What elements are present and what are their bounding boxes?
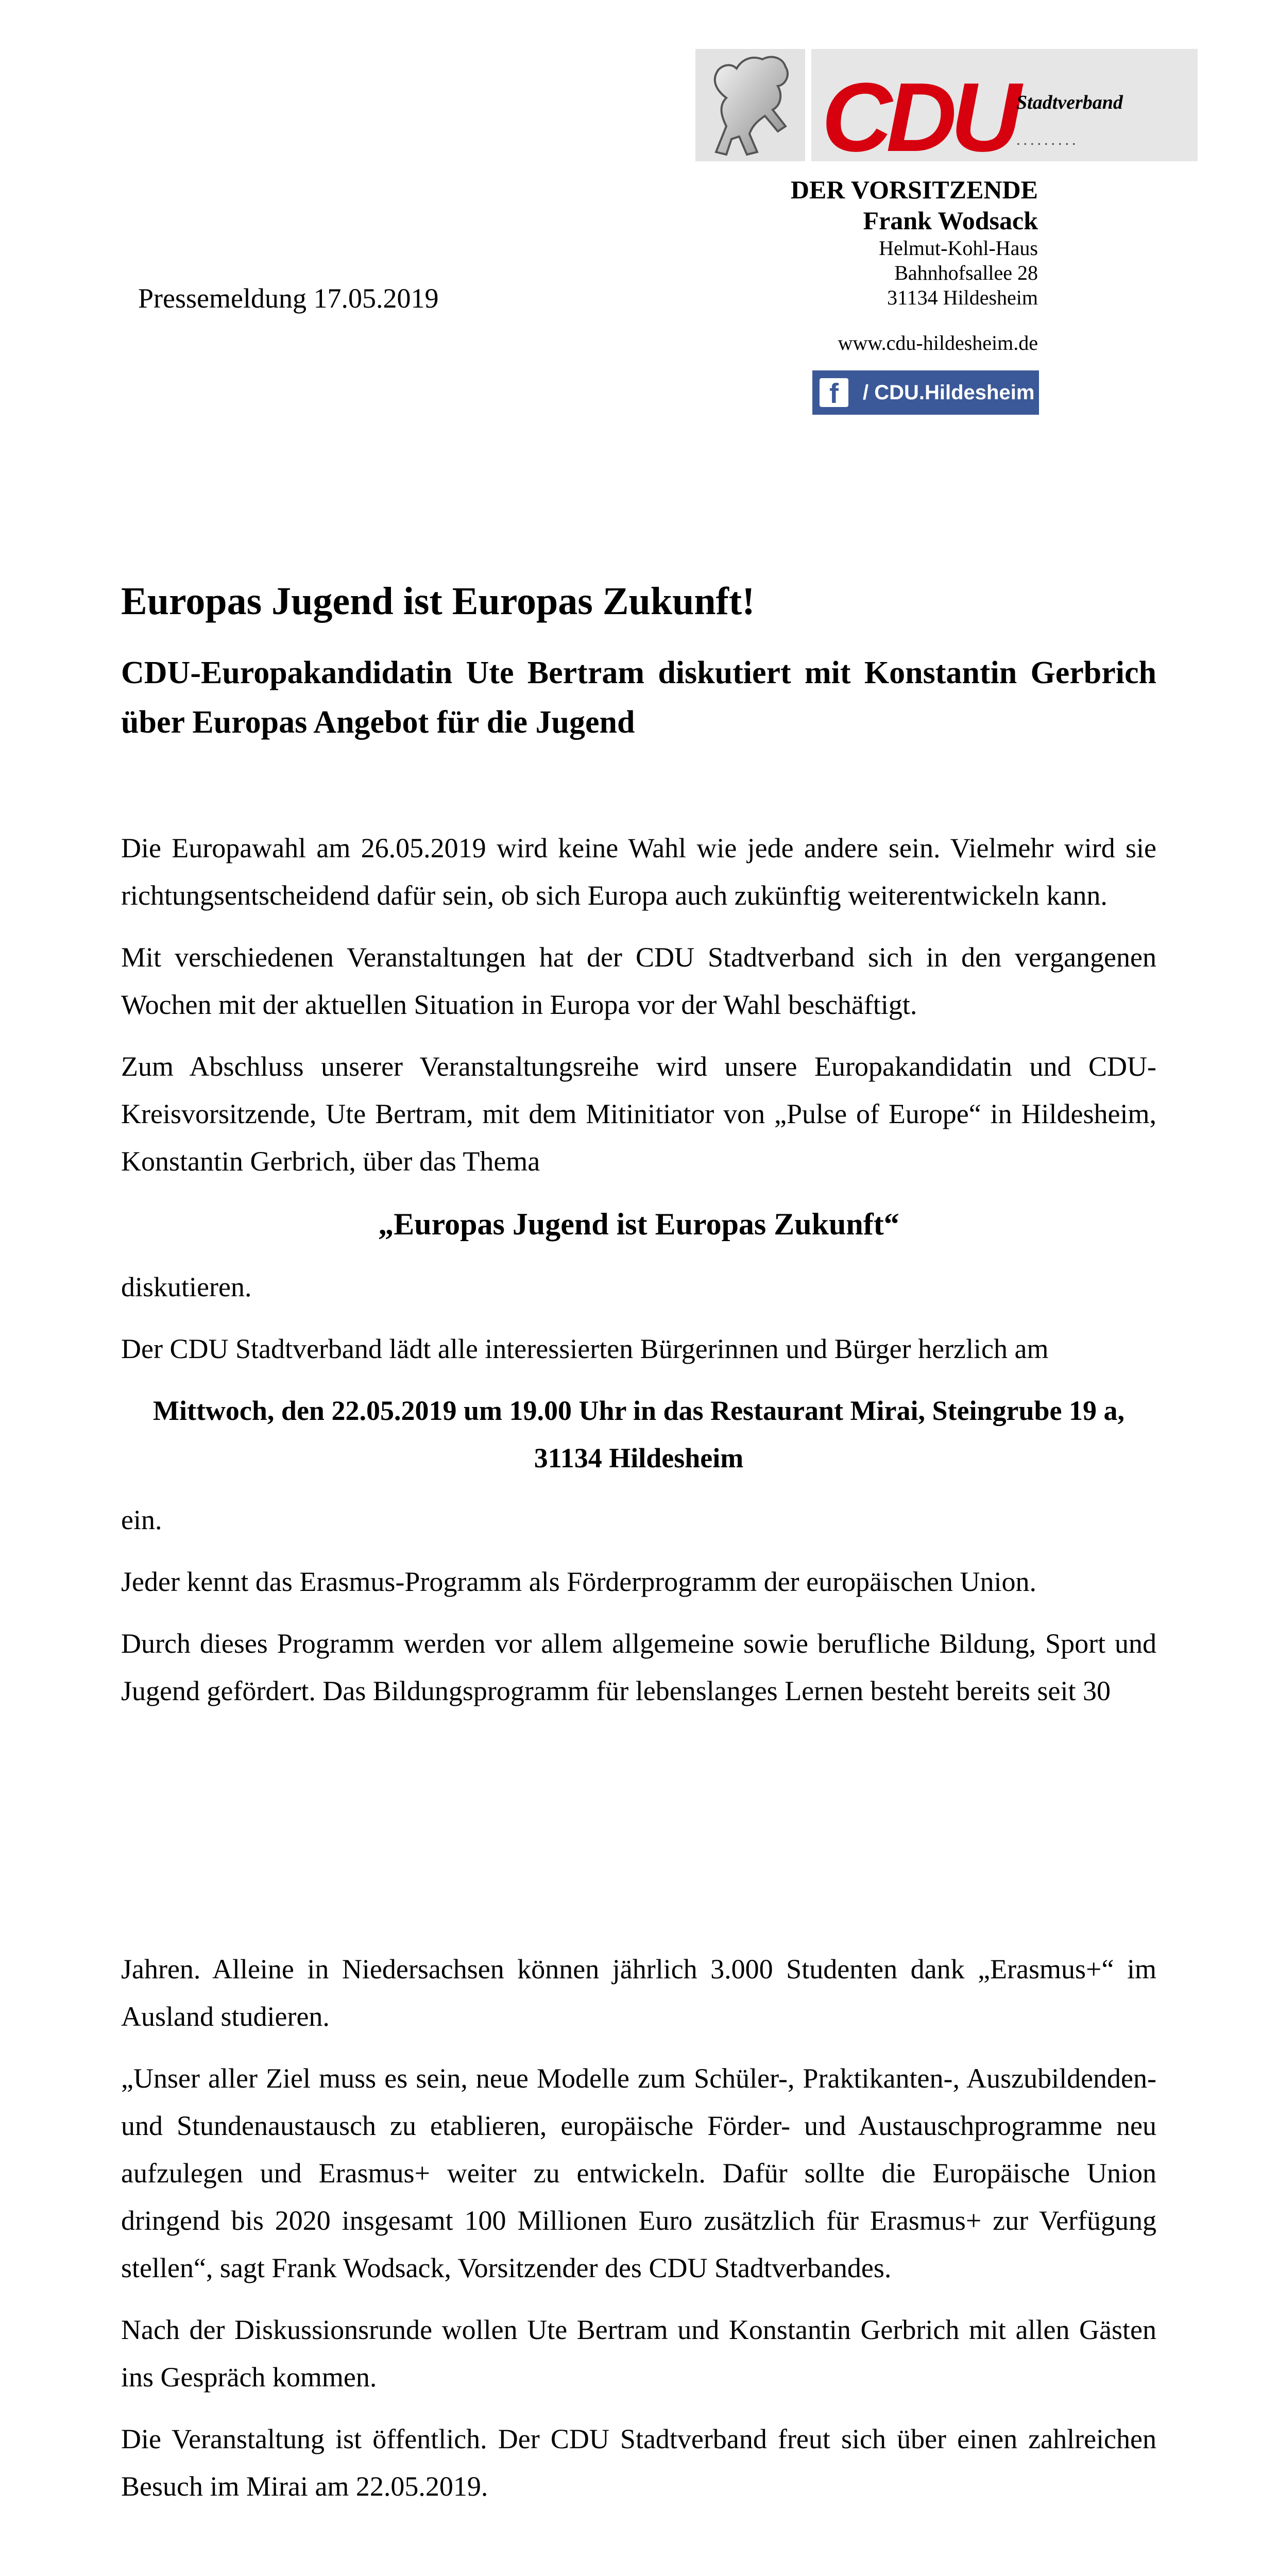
facebook-icon: f <box>820 378 848 407</box>
stadtverband-dots: ......... <box>1016 131 1079 148</box>
lower-saxony-horse-icon <box>695 49 805 161</box>
cdu-wordmark: CDU <box>822 63 1015 172</box>
paragraph: Zum Abschluss unserer Veranstaltungsreihe wird unsere Europakandidatin und CDU-Kreisvorsitzende, Ute Bertram, mit dem Mitinitiator von „Pulse of Europe“ in Hildesheim, Konstantin Gerbrich, über das Thema <box>121 1051 1156 1177</box>
page-break <box>121 1729 1156 1945</box>
letterhead-title: DER VORSITZENDE <box>790 175 1038 204</box>
subtitle: CDU-Europakandidatin Ute Bertram diskutiert mit Konstantin Gerbrich über Europas Angebot für die Jugend <box>121 655 1156 740</box>
cdu-brand-panel <box>811 49 1198 172</box>
paragraph: Jahren. Alleine in Niedersachsen können jährlich 3.000 Studenten dank „Erasmus+“ im Ausland studieren. <box>121 1954 1156 2032</box>
facebook-label: / CDU.Hildesheim <box>863 381 1035 404</box>
quote-paragraph: „Unser aller Ziel muss es sein, neue Modelle zum Schüler-, Praktikanten-, Auszubildenden- und Stundenaustausch zu etablieren, europäische Förder- und Austauschprogramme neu aufzulegen und Erasmus+ weiter zu entwickeln. Dafür sollte die Europäische Union dringend bis 2020 insgesamt 100 Millionen Euro zusätzlich für Erasmus+ zur Verfügung stellen“, sagt Frank Wodsack, Vorsitzender des CDU Stadtverbandes. <box>121 2063 1156 2283</box>
paragraph: Mit verschiedenen Veranstaltungen hat der CDU Stadtverband sich in den vergangenen Wochen mit der aktuellen Situation in Europa vor der Wahl beschäftigt. <box>121 942 1156 1020</box>
headline: Europas Jugend ist Europas Zukunft! <box>121 580 755 623</box>
letterhead-building: Helmut-Kohl-Haus <box>879 236 1038 260</box>
letterhead-street: Bahnhofsallee 28 <box>894 261 1038 284</box>
cdu-logo <box>695 49 1198 172</box>
letterhead <box>791 174 1038 355</box>
paragraph: Die Europawahl am 26.05.2019 wird keine Wahl wie jede andere sein. Vielmehr wird sie richtungsentscheidend dafür sein, ob sich Europa auch zukünftig weiterentwickeln kann. <box>121 833 1156 911</box>
stadtverband-label: Stadtverband <box>1016 92 1123 113</box>
facebook-badge[interactable] <box>812 370 1039 415</box>
letterhead-name: Frank Wodsack <box>863 206 1038 235</box>
paragraph: Die Veranstaltung ist öffentlich. Der CDU Stadtverband freut sich über einen zahlreichen Besuch im Mirai am 22.05.2019. <box>121 2424 1156 2502</box>
website-link[interactable]: www.cdu-hildesheim.de <box>838 331 1038 354</box>
press-date: Pressemeldung 17.05.2019 <box>138 283 439 314</box>
paragraph: Jeder kennt das Erasmus-Programm als Förderprogramm der europäischen Union. <box>121 1566 1037 1597</box>
paragraph: diskutieren. <box>121 1272 252 1302</box>
paragraph: Der CDU Stadtverband lädt alle interessierten Bürgerinnen und Bürger herzlich am <box>121 1333 1049 1364</box>
paragraph: Nach der Diskussionsrunde wollen Ute Bertram und Konstantin Gerbrich mit allen Gästen ins Gespräch kommen. <box>121 2314 1156 2393</box>
paragraph: ein. <box>121 1504 162 1535</box>
topic-title: „Europas Jugend ist Europas Zukunft“ <box>378 1207 899 1241</box>
event-details-line1: Mittwoch, den 22.05.2019 um 19.00 Uhr in das Restaurant Mirai, Steingrube 19 a, <box>152 1395 1125 1426</box>
paragraph: Durch dieses Programm werden vor allem allgemeine sowie berufliche Bildung, Sport und Jugend gefördert. Das Bildungsprogramm für lebenslanges Lernen besteht bereits seit 30 <box>121 1628 1156 1706</box>
event-details-line2: 31134 Hildesheim <box>534 1443 744 1473</box>
article <box>121 577 1156 2576</box>
letterhead-city: 31134 Hildesheim <box>887 286 1038 309</box>
